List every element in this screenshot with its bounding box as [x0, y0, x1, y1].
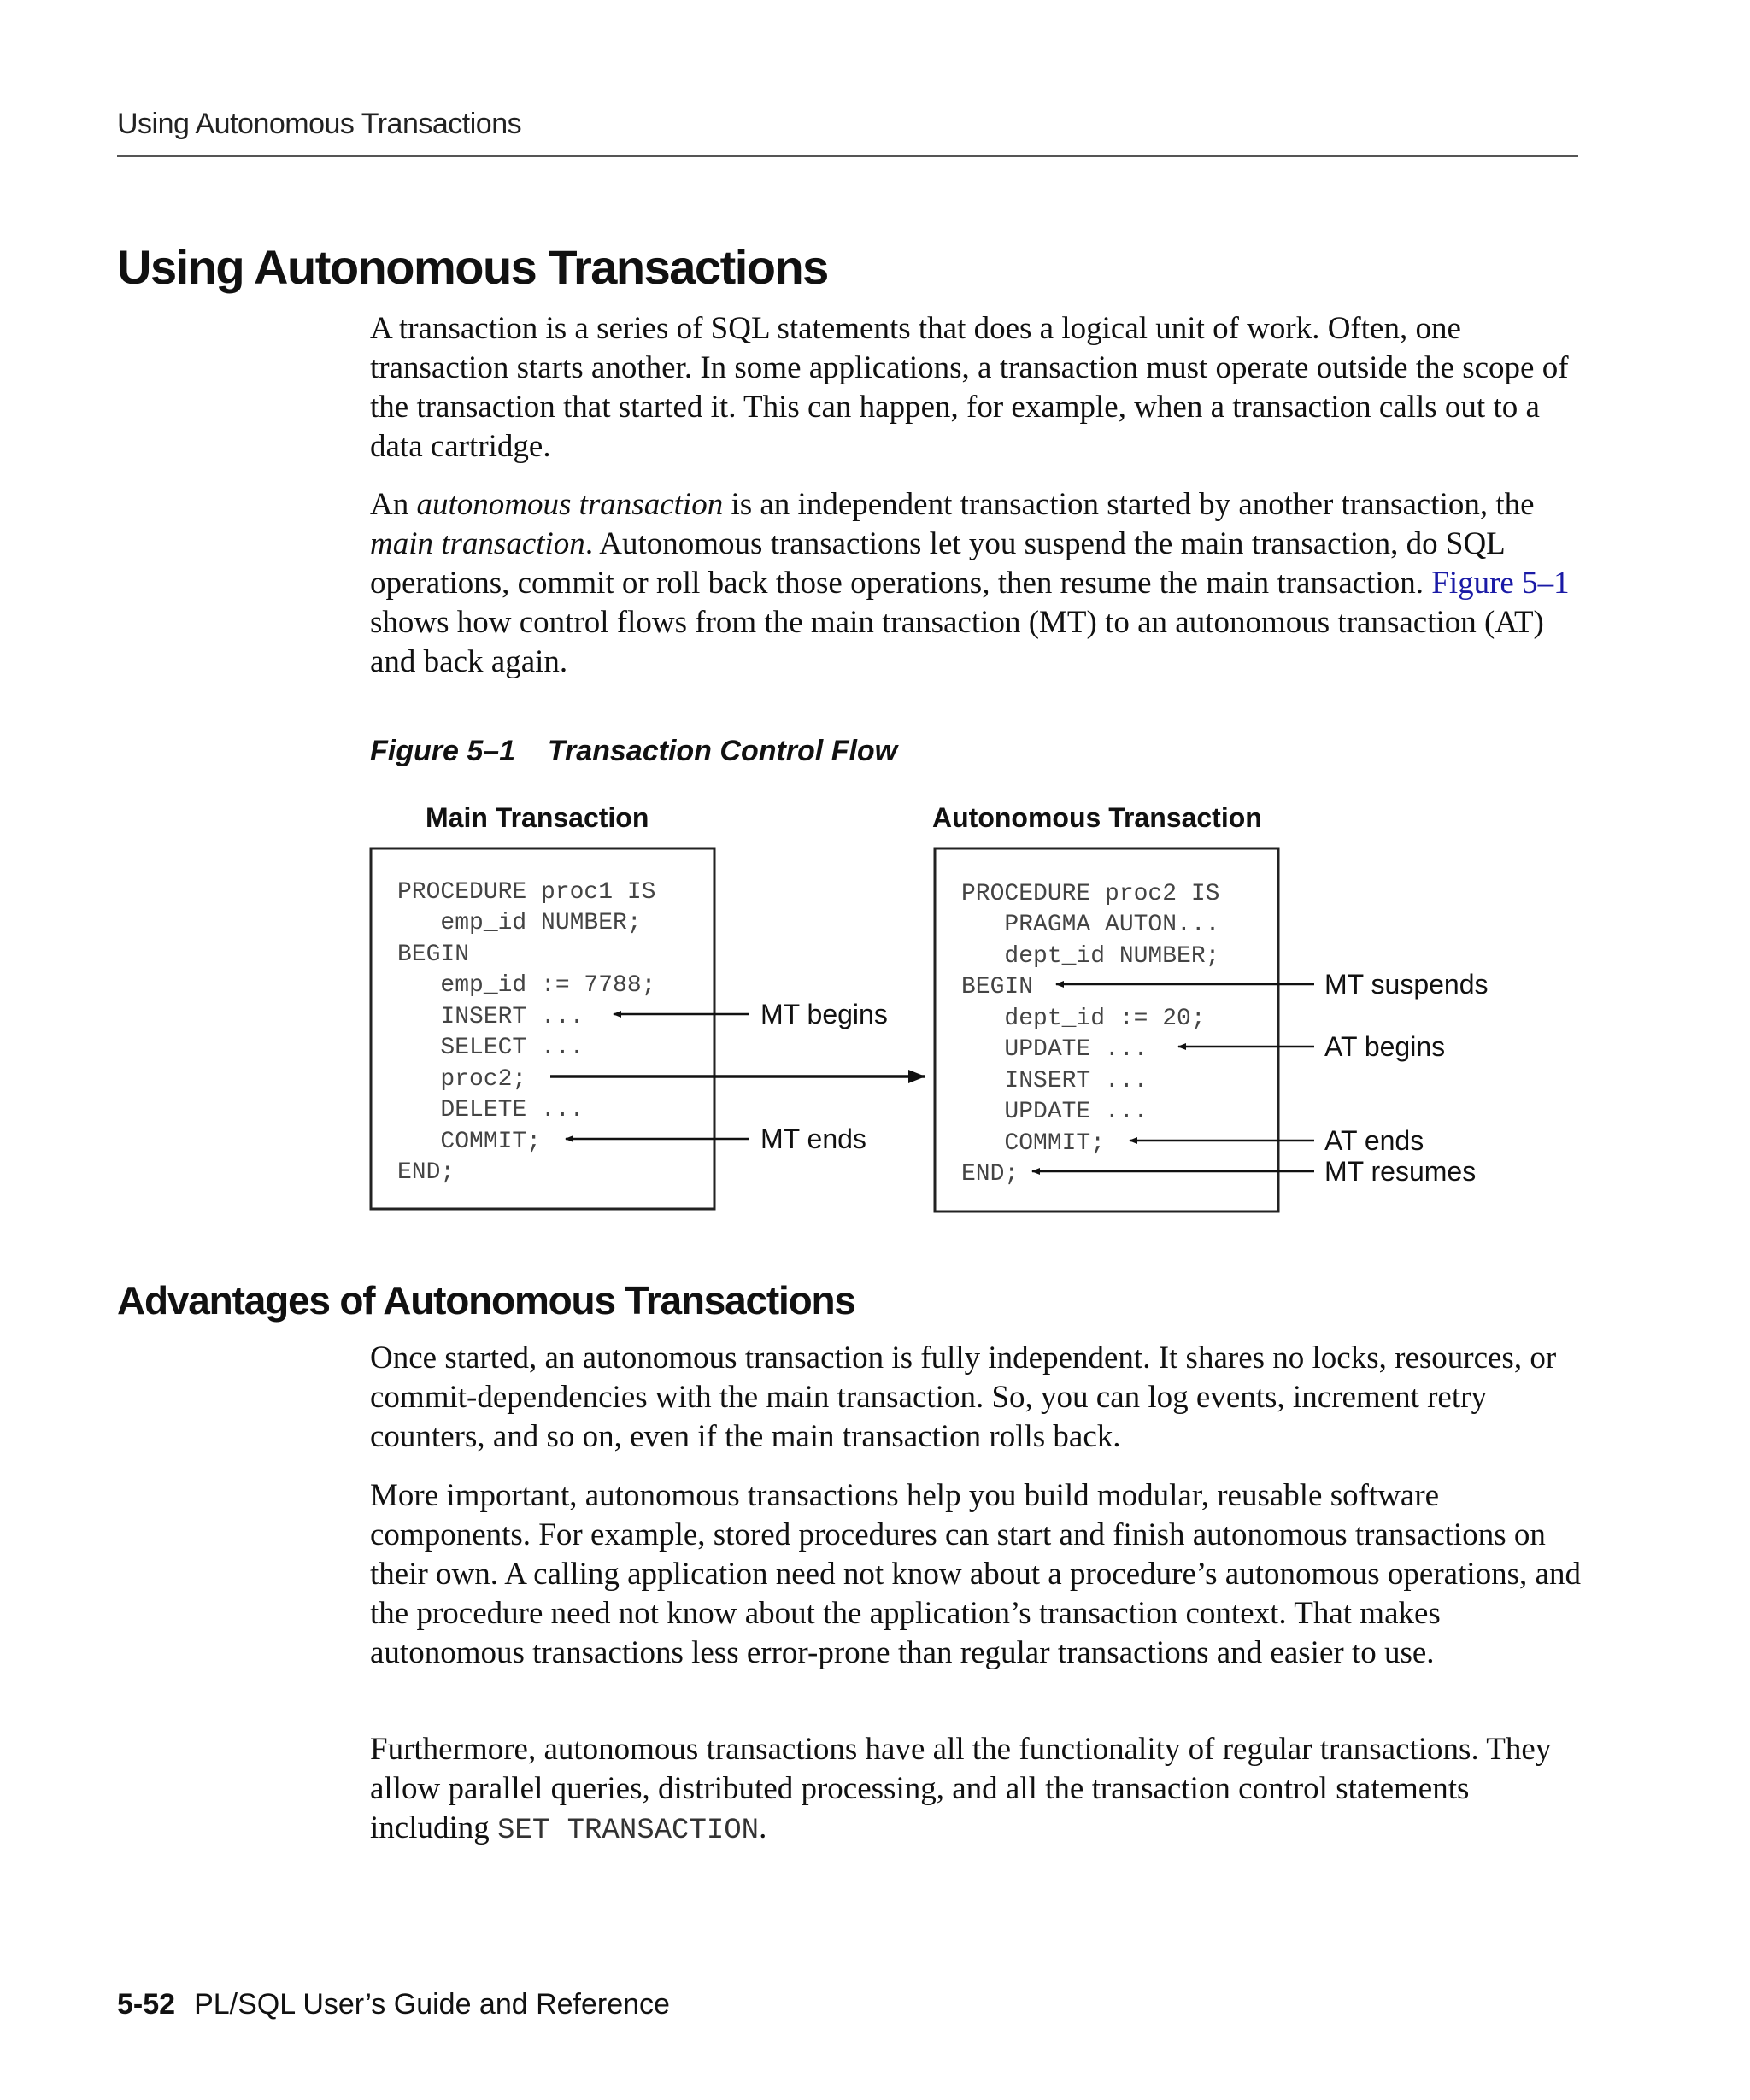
- flow-labels: [760, 969, 1489, 1187]
- autonomous-transaction-box: [935, 848, 1278, 1211]
- code-line: emp_id := 7788;: [397, 972, 656, 999]
- code-line: proc2;: [397, 1066, 527, 1093]
- advantages-paragraph-1: Once started, an autonomous transaction is fully independent. It shares no locks, resources, or commit-dependencies with the main transaction. So, you can log events, increment retry counters, and so on, even if the main transaction rolls back.: [370, 1340, 1557, 1454]
- text-run: shows how control flows from the main transaction (MT) to an autonomous transaction (AT) and back again.: [370, 605, 1544, 679]
- code-line: PRAGMA AUTON...: [961, 912, 1220, 938]
- page-footer: [117, 1988, 670, 2021]
- autonomous-transaction-title: Autonomous Transaction: [932, 802, 1262, 833]
- code-line: COMMIT;: [397, 1129, 542, 1155]
- code-line: dept_id NUMBER;: [961, 943, 1220, 970]
- text-run: . Autonomous transactions let you suspend the main transaction, do SQL operations, commit or roll back those operations, then resume the main transaction.: [370, 526, 1505, 601]
- autonomous-definition-paragraph: [370, 485, 1583, 682]
- header-rule: [117, 155, 1578, 157]
- text-run: Furthermore, autonomous transactions have all the functionality of regular transactions. They allow parallel queries, distributed processing, and all the transaction control statements including: [370, 1732, 1552, 1845]
- code-line: BEGIN: [397, 941, 470, 968]
- flow-arrows: [550, 984, 1314, 1171]
- code-line: PROCEDURE proc1 IS: [397, 879, 656, 906]
- code-line: END;: [961, 1161, 1019, 1188]
- text-run: is an independent transaction started by another transaction, the: [723, 487, 1535, 522]
- code-line: dept_id := 20;: [961, 1006, 1206, 1032]
- text-run: .: [759, 1810, 767, 1845]
- advantages-paragraph-3: [370, 1730, 1583, 1851]
- main-code-lines: [397, 879, 655, 1186]
- code-line: BEGIN: [961, 974, 1034, 1000]
- advantages-paragraph-2: More important, autonomous transactions help you build modular, reusable software components. For example, stored procedures can start and finish autonomous transactions on their own. A calling application need not know about a procedure’s autonomous operations, and the procedure need not know about the application’s transaction context. That makes autonomous transactions less error-prone than regular transactions and easier to use.: [370, 1478, 1581, 1670]
- term-autonomous-transaction: autonomous transaction: [416, 487, 724, 522]
- code-line: PROCEDURE proc2 IS: [961, 881, 1220, 907]
- page-number: 5-52: [117, 1988, 176, 2021]
- code-line: INSERT ...: [397, 1004, 584, 1030]
- main-transaction-box: [371, 848, 714, 1209]
- main-transaction-title: Main Transaction: [426, 802, 649, 833]
- at-ends-label: AT ends: [1324, 1125, 1424, 1156]
- term-main-transaction: main transaction: [370, 526, 585, 561]
- book-title: PL/SQL User’s Guide and Reference: [194, 1988, 670, 2021]
- code-line: SELECT ...: [397, 1035, 584, 1061]
- figure-caption: Figure 5–1 Transaction Control Flow: [370, 735, 898, 767]
- intro-paragraph: A transaction is a series of SQL statements that does a logical unit of work. Often, one transaction starts another. In some applications, a transaction must operate outside the scope of the transaction that started it. This can happen, for example, when a transaction calls out to a data cartridge.: [370, 311, 1569, 464]
- code-line: INSERT ...: [961, 1068, 1148, 1094]
- code-line: UPDATE ...: [961, 1036, 1148, 1063]
- code-line: END;: [397, 1159, 455, 1186]
- mt-suspends-label: MT suspends: [1324, 969, 1489, 1000]
- mt-resumes-label: MT resumes: [1324, 1156, 1477, 1187]
- code-line: UPDATE ...: [961, 1099, 1148, 1125]
- advantages-title: Advantages of Autonomous Transactions: [117, 1278, 855, 1323]
- code-line: DELETE ...: [397, 1097, 584, 1123]
- mt-ends-label: MT ends: [760, 1123, 866, 1154]
- inline-code: SET TRANSACTION: [497, 1815, 760, 1847]
- at-begins-label: AT begins: [1324, 1031, 1446, 1062]
- figure-link[interactable]: Figure 5–1: [1431, 566, 1570, 601]
- auto-code-lines: [961, 881, 1219, 1188]
- code-line: COMMIT;: [961, 1130, 1106, 1157]
- code-line: emp_id NUMBER;: [397, 910, 642, 936]
- text-run: An: [370, 487, 417, 522]
- section-title: Using Autonomous Transactions: [117, 240, 828, 294]
- mt-begins-label: MT begins: [760, 999, 888, 1029]
- running-header: Using Autonomous Transactions: [117, 108, 522, 140]
